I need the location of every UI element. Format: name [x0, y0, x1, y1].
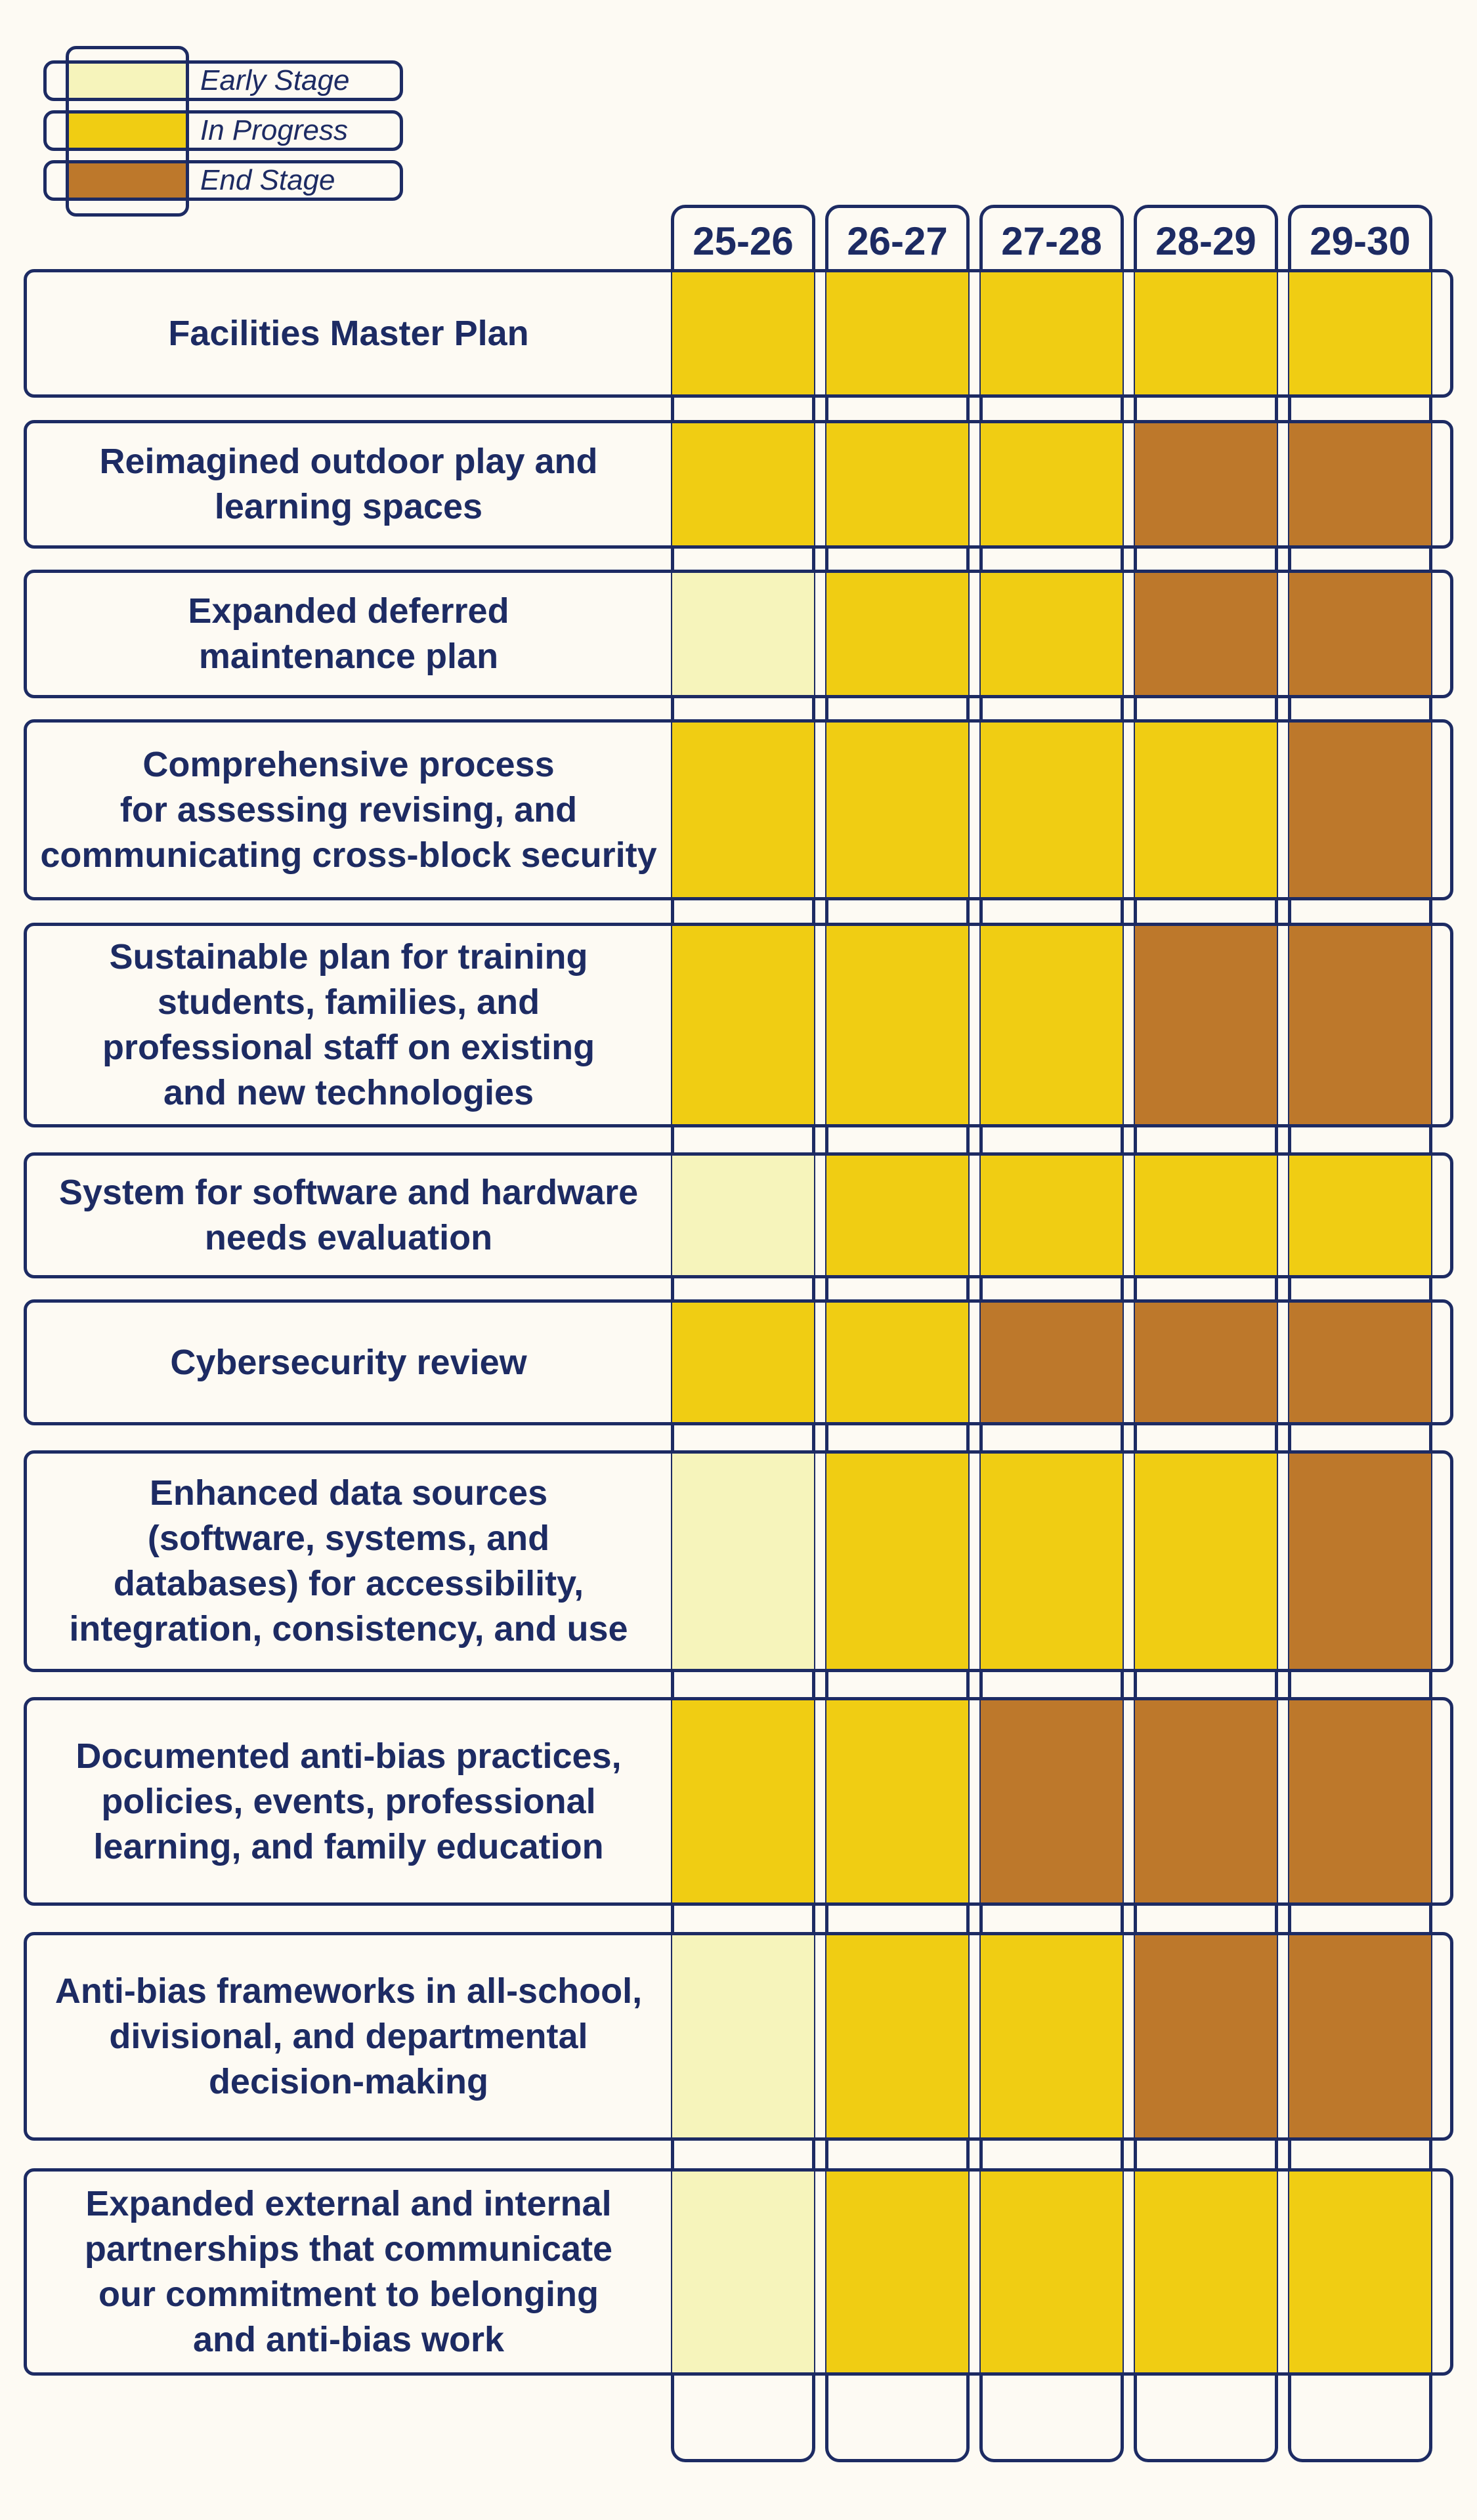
initiative-label-line: our commitment to belonging: [98, 2275, 599, 2314]
initiative-label-text: [99, 439, 597, 530]
initiative-label-line: Sustainable plan for training: [109, 937, 588, 976]
initiative-label-line: Facilities Master Plan: [168, 313, 529, 353]
initiative-label: [25, 923, 672, 1127]
initiative-label-line: Anti-bias frameworks in all-school,: [54, 1971, 643, 2011]
initiative-label: [25, 269, 672, 398]
year-header: 25-26: [693, 219, 794, 263]
initiative-label-line: Cybersecurity review: [170, 1342, 527, 1382]
initiative-label-line: needs evaluation: [204, 1218, 493, 1257]
initiative-label-line: for assessing revising, and: [119, 789, 578, 830]
initiative-label-line: professional staff on existing: [102, 1028, 595, 1067]
initiative-label: [25, 1299, 672, 1425]
legend-label: End Stage: [200, 164, 335, 196]
year-header: 27-28: [1001, 219, 1102, 263]
initiative-label-line: maintenance plan: [198, 637, 499, 676]
year-header: 28-29: [1155, 219, 1256, 263]
initiative-label-text: [102, 934, 595, 1116]
initiative-label: [25, 1450, 672, 1672]
initiative-label-text: [55, 1969, 642, 2105]
initiative-label-line: and new technologies: [163, 1073, 534, 1112]
initiative-label: [25, 570, 672, 698]
year-header: 29-30: [1310, 219, 1411, 263]
initiative-label-line: students, families, and: [157, 982, 540, 1022]
initiative-label-line: Comprehensive process: [142, 744, 555, 784]
initiative-label-line: partnerships that communicate: [84, 2229, 613, 2269]
initiative-label-line: learning spaces: [214, 487, 483, 526]
initiative-label-text: [188, 589, 509, 679]
initiative-label-line: Documented anti-bias practices,: [75, 1736, 622, 1776]
initiative-label-line: Expanded external and internal: [85, 2184, 612, 2223]
initiative-label-text: [170, 1340, 526, 1385]
initiative-label-text: [168, 311, 528, 356]
legend-swatch-frame: [66, 46, 189, 217]
initiative-label: [25, 719, 672, 900]
initiative-label-line: databases) for accessibility,: [113, 1564, 584, 1603]
initiative-label: [25, 420, 672, 549]
initiative-label: [25, 1932, 672, 2141]
initiative-label-line: policies, events, professional: [101, 1781, 596, 1821]
initiative-label-text: [75, 1734, 621, 1870]
initiative-label-line: integration, consistency, and use: [69, 1609, 628, 1648]
initiative-label: [25, 1697, 672, 1906]
initiative-label-line: and anti-bias work: [192, 2320, 505, 2359]
initiative-label-line: learning, and family education: [93, 1826, 604, 1866]
initiative-label: [25, 1152, 672, 1278]
initiative-label: [25, 2168, 672, 2376]
initiative-label-line: communicating cross-block security: [40, 835, 657, 875]
initiative-label-line: (software, systems, and: [147, 1519, 550, 1558]
initiative-label-line: decision-making: [208, 2061, 489, 2101]
initiative-label-text: [85, 2181, 612, 2362]
initiative-label-text: [40, 742, 656, 878]
legend-label: Early Stage: [200, 64, 350, 96]
initiative-label-line: Enhanced data sources: [149, 1473, 548, 1513]
initiative-label-text: [69, 1471, 628, 1652]
initiative-label-line: divisional, and departmental: [109, 2016, 588, 2056]
initiative-label-line: Reimagined outdoor play and: [99, 442, 598, 481]
initiative-label-text: [59, 1170, 638, 1261]
initiative-label-line: System for software and hardware: [58, 1173, 639, 1212]
year-header: 26-27: [847, 219, 948, 263]
legend-label: In Progress: [200, 114, 348, 146]
initiative-label-line: Expanded deferred: [188, 591, 509, 631]
